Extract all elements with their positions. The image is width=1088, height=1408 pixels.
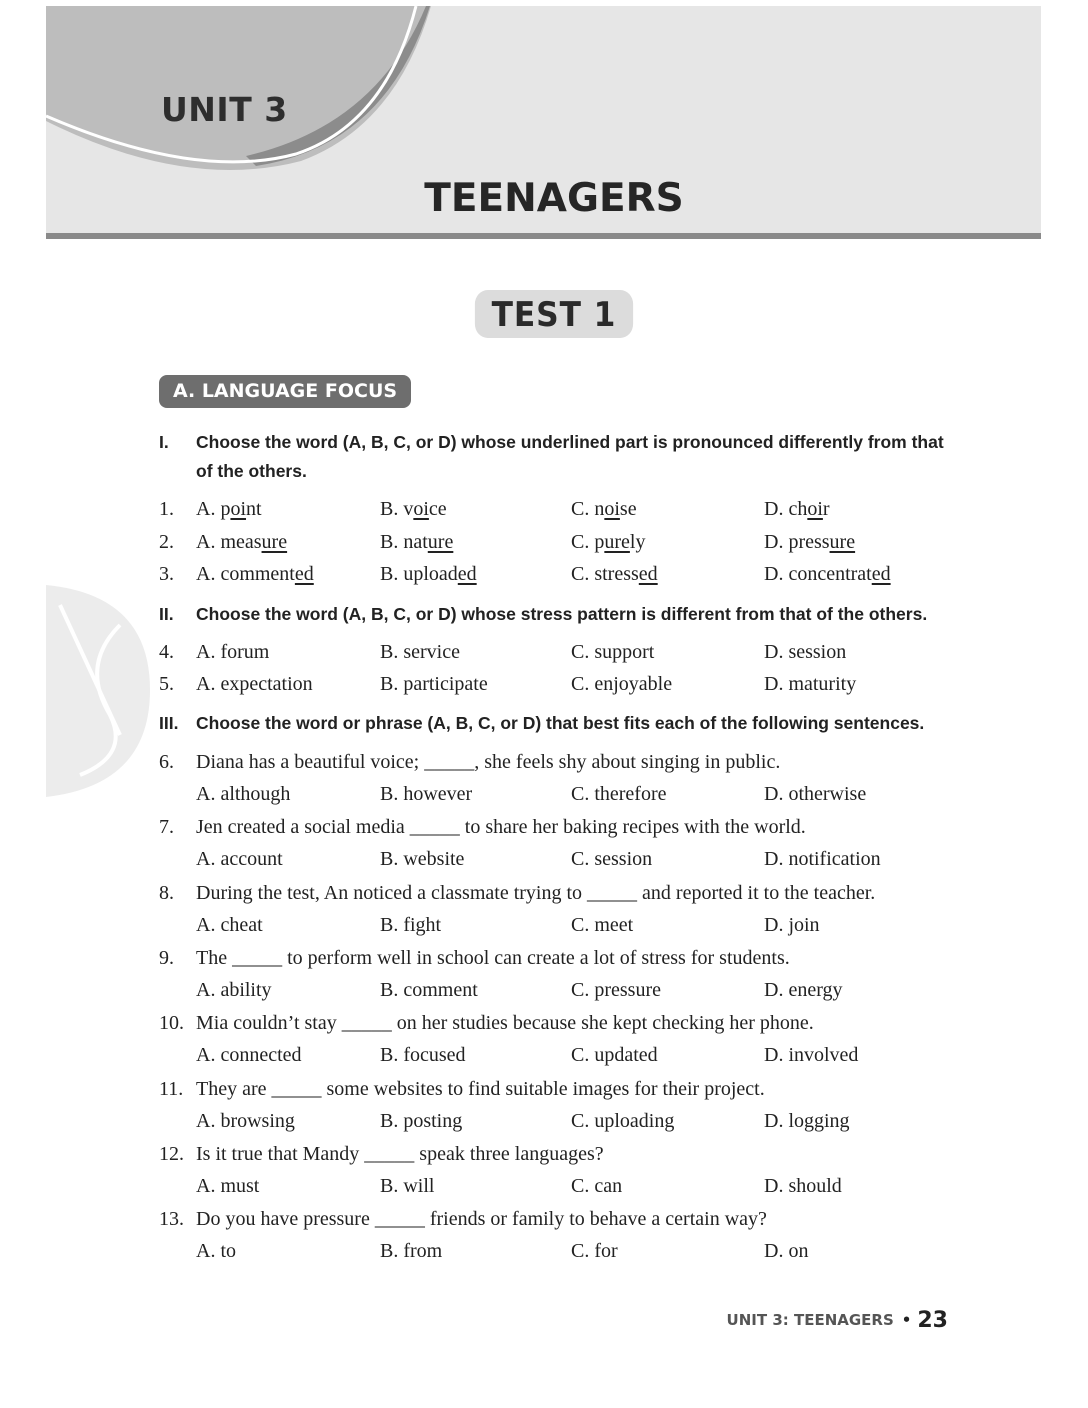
question-stem: The _____ to perform well in school can create a lot of stress for students.: [196, 947, 790, 969]
question-number-text: 13.: [159, 1208, 184, 1230]
instruction-text: Choose the word (A, B, C, or D) whose stress pattern is different from that of the others.: [196, 604, 928, 624]
option-c: C. support: [571, 641, 655, 663]
option-a: A. must: [196, 1175, 260, 1197]
instruction-number: II.: [159, 604, 174, 624]
underlined-part: oi: [413, 498, 429, 520]
option-b: B. service: [380, 641, 460, 663]
option-text-prefix: A. meas: [196, 531, 262, 553]
option-b: B. comment: [380, 979, 478, 1001]
option-text-prefix: C. n: [571, 498, 605, 520]
underlined-part: ure: [427, 531, 454, 553]
option-b: B. fight: [380, 914, 442, 936]
option-c: C. updated: [571, 1044, 658, 1066]
option-c: [571, 497, 637, 521]
option-b: B. from: [380, 1240, 443, 1262]
option-a: A. account: [196, 848, 283, 870]
option-text-suffix: nt: [246, 498, 262, 520]
question-stem: Jen created a social media _____ to share her baking recipes with the world.: [196, 816, 806, 838]
option-text-prefix: A. p: [196, 498, 231, 520]
page-footer: [727, 1308, 948, 1333]
header-divider: [46, 233, 1041, 239]
question-stem: Mia couldn’t stay _____ on her studies because she kept checking her phone.: [196, 1012, 814, 1034]
instruction-number: III.: [159, 713, 179, 733]
question-number-text: 11.: [159, 1078, 184, 1100]
option-a: A. browsing: [196, 1110, 295, 1132]
question-number-text: 3.: [159, 563, 174, 585]
option-d: D. otherwise: [764, 783, 867, 805]
option-text-prefix: B. upload: [380, 563, 458, 585]
option-b: [380, 497, 447, 521]
option-a: A. to: [196, 1240, 236, 1262]
option-b: [380, 530, 453, 554]
option-c: C. pressure: [571, 979, 661, 1001]
option-c: [571, 530, 645, 554]
option-d: D. join: [764, 914, 820, 936]
underlined-part: ed: [457, 563, 477, 585]
underlined-part: ure: [604, 531, 630, 553]
question-number-text: 4.: [159, 641, 174, 663]
option-b: B. however: [380, 783, 473, 805]
underlined-part: oi: [230, 498, 247, 520]
option-text-suffix: ce: [428, 498, 447, 520]
question-stem: They are _____ some websites to find suitable images for their project.: [196, 1078, 765, 1100]
question-number-text: 8.: [159, 882, 174, 904]
option-b: B. website: [380, 848, 465, 870]
underlined-part: ed: [294, 563, 314, 585]
watermark-logo: [0, 575, 180, 805]
option-a: [196, 530, 287, 554]
question-number-text: 12.: [159, 1143, 184, 1165]
option-a: A. ability: [196, 979, 272, 1001]
question-number-text: 7.: [159, 816, 174, 838]
option-c: C. therefore: [571, 783, 667, 805]
option-a: A. connected: [196, 1044, 302, 1066]
question-number-text: 1.: [159, 498, 174, 520]
page-number: 23: [917, 1308, 948, 1333]
question-number-text: 5.: [159, 673, 174, 695]
option-d: D. maturity: [764, 673, 857, 695]
option-c: [571, 562, 658, 586]
question-stem: Is it true that Mandy _____ speak three languages?: [196, 1143, 604, 1165]
underlined-part: ure: [261, 531, 288, 553]
option-c: C. session: [571, 848, 653, 870]
option-text-prefix: D. press: [764, 531, 830, 553]
question-stem: Diana has a beautiful voice; _____, she feels shy about singing in public.: [196, 751, 781, 773]
option-a: A. cheat: [196, 914, 263, 936]
option-text-prefix: B. v: [380, 498, 414, 520]
option-text-prefix: D. ch: [764, 498, 808, 520]
option-d: D. on: [764, 1240, 809, 1262]
option-c: C. uploading: [571, 1110, 675, 1132]
underlined-part: ure: [829, 531, 856, 553]
question-number-text: 6.: [159, 751, 174, 773]
unit-number: UNIT 3: [161, 90, 288, 129]
option-a: A. expectation: [196, 673, 313, 695]
option-text-suffix: se: [619, 498, 637, 520]
option-c: C. meet: [571, 914, 634, 936]
option-d: D. logging: [764, 1110, 850, 1132]
option-a: [196, 497, 262, 521]
option-d: [764, 562, 891, 586]
footer-label: UNIT 3: TEENAGERS: [726, 1311, 894, 1329]
option-a: A. although: [196, 783, 291, 805]
question-number-text: 9.: [159, 947, 174, 969]
question-number-text: 10.: [159, 1012, 184, 1034]
underlined-part: oi: [807, 498, 823, 520]
option-text-prefix: D. concentrat: [764, 563, 872, 585]
section-badge: A. LANGUAGE FOCUS: [159, 375, 411, 408]
footer-bullet: •: [901, 1311, 912, 1329]
option-text-prefix: C. stress: [571, 563, 639, 585]
option-text-prefix: C. p: [571, 531, 605, 553]
option-d: [764, 497, 830, 521]
option-d: D. session: [764, 641, 847, 663]
underlined-part: oi: [604, 498, 620, 520]
option-text-prefix: A. comment: [196, 563, 295, 585]
option-c: C. enjoyable: [571, 673, 673, 695]
option-b: B. participate: [380, 673, 488, 695]
question-stem: Do you have pressure _____ friends or family to behave a certain way?: [196, 1208, 767, 1230]
option-d: [764, 530, 855, 554]
option-a: [196, 562, 314, 586]
question-number-text: 2.: [159, 531, 174, 553]
question-stem: During the test, An noticed a classmate trying to _____ and reported it to the teacher.: [196, 882, 876, 904]
option-text-suffix: ly: [629, 531, 646, 553]
unit-title: TEENAGERS: [424, 176, 684, 221]
option-text-prefix: B. nat: [380, 531, 428, 553]
instruction-number: I.: [159, 432, 169, 452]
option-c: C. can: [571, 1175, 623, 1197]
test-badge: TEST 1: [475, 290, 633, 338]
underlined-part: ed: [871, 563, 891, 585]
option-b: [380, 562, 477, 586]
option-d: D. should: [764, 1175, 842, 1197]
option-text-suffix: r: [822, 498, 830, 520]
option-d: D. energy: [764, 979, 843, 1001]
underlined-part: ed: [638, 563, 658, 585]
option-a: A. forum: [196, 641, 270, 663]
option-b: B. will: [380, 1175, 435, 1197]
option-d: D. involved: [764, 1044, 859, 1066]
instruction-text: Choose the word or phrase (A, B, C, or D) that best fits each of the following sentences.: [196, 713, 925, 733]
option-b: B. focused: [380, 1044, 466, 1066]
option-b: B. posting: [380, 1110, 463, 1132]
option-c: C. for: [571, 1240, 618, 1262]
instruction-text: Choose the word (A, B, C, or D) whose underlined part is pronounced differently from that of the others.: [196, 432, 944, 481]
option-d: D. notification: [764, 848, 881, 870]
